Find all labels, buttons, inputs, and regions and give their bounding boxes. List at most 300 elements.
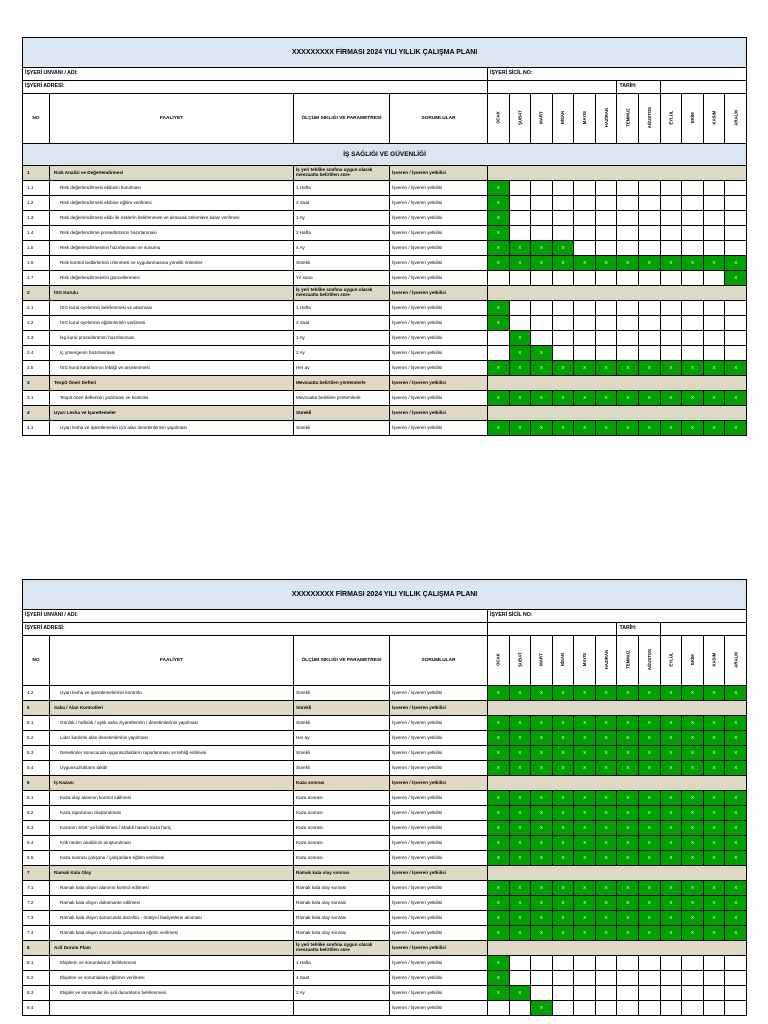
month-mark-cell: X xyxy=(682,836,704,851)
month-empty-cell xyxy=(595,346,617,361)
col-header-month xyxy=(682,636,704,686)
month-mark-cell: X xyxy=(703,821,725,836)
month-mark-cell: X xyxy=(660,791,682,806)
month-mark-cell: X xyxy=(552,911,574,926)
month-mark-cell: X xyxy=(660,686,682,701)
month-mark-cell: X xyxy=(725,881,747,896)
month-mark-cell: X xyxy=(682,791,704,806)
month-mark-cell: X xyxy=(488,986,510,1001)
month-mark-cell: X xyxy=(531,716,553,731)
row-no: 8.1 xyxy=(23,956,50,971)
col-header-month xyxy=(703,94,725,144)
month-mark-cell: X xyxy=(488,836,510,851)
registry-no-label: İŞYERİ SİCİL NO: xyxy=(488,610,747,623)
month-empty-cell xyxy=(617,971,639,986)
month-mark-cell: X xyxy=(660,926,682,941)
row-no: 5 xyxy=(23,701,50,716)
month-label: HAZİRAN xyxy=(603,108,609,128)
row-frequency: Kaza sonrası xyxy=(294,821,390,836)
row-responsible: İşveren / İşveren yetkilisi xyxy=(390,211,488,226)
row-responsible: İşveren / İşveren yetkilisi xyxy=(390,331,488,346)
row-responsible: İşveren / İşveren yetkilisi xyxy=(390,911,488,926)
row-frequency: Sürekli xyxy=(294,746,390,761)
month-mark-cell: X xyxy=(682,686,704,701)
month-mark-cell: X xyxy=(574,791,596,806)
row-frequency: Ramak kala olay sonrası xyxy=(294,926,390,941)
row-no: 8.4 xyxy=(23,1001,50,1016)
month-mark-cell: X xyxy=(639,851,661,866)
month-mark-cell: X xyxy=(488,226,510,241)
address-value xyxy=(488,81,617,94)
month-empty-cell xyxy=(703,181,725,196)
date-label: TARİH: xyxy=(617,623,660,636)
col-header-month xyxy=(639,636,661,686)
month-mark-cell: X xyxy=(639,716,661,731)
month-empty-cell xyxy=(639,1001,661,1016)
month-mark-cell: X xyxy=(531,686,553,701)
month-empty-cell xyxy=(531,226,553,241)
month-empty-cell xyxy=(595,271,617,286)
month-empty-cell xyxy=(531,211,553,226)
month-label: MAYIS xyxy=(581,111,587,125)
row-activity: Uygunsuzlukların takibi xyxy=(50,761,294,776)
month-empty-cell xyxy=(595,211,617,226)
row-responsible: İşveren / İşveren yetkilisi xyxy=(390,731,488,746)
row-responsible: İşveren / İşveren yetkilisi xyxy=(390,1001,488,1016)
month-label: MART xyxy=(538,653,544,667)
month-empty-cell xyxy=(595,971,617,986)
row-responsible: İşveren / İşveren yetkilisi xyxy=(390,346,488,361)
month-mark-cell: X xyxy=(617,731,639,746)
row-frequency: Sürekli xyxy=(294,421,390,436)
row-activity: Ramak kala olayın sonucunda çalışanlara eğitim verilmesi xyxy=(50,926,294,941)
month-mark-cell: X xyxy=(682,361,704,376)
row-responsible: İşveren / İşveren yetkilisi xyxy=(390,241,488,256)
row-responsible: İşveren / İşveren yetkilisi xyxy=(390,181,488,196)
row-frequency: 1 Hafta xyxy=(294,301,390,316)
month-mark-cell: X xyxy=(703,806,725,821)
month-empty-cell xyxy=(595,331,617,346)
row-no: 2.4 xyxy=(23,346,50,361)
month-mark-cell: X xyxy=(682,821,704,836)
month-label: TEMMUZ xyxy=(625,650,631,670)
month-mark-cell: X xyxy=(531,911,553,926)
month-mark-cell: X xyxy=(595,716,617,731)
month-mark-cell: X xyxy=(595,896,617,911)
month-empty-cell xyxy=(639,316,661,331)
col-header-month xyxy=(488,636,510,686)
month-mark-cell: X xyxy=(725,836,747,851)
month-mark-cell: X xyxy=(660,391,682,406)
month-empty-cell xyxy=(509,316,531,331)
row-activity: Günlük / haftalık / aylık saha ziyaretlerinin / denetimlerinin yapılması xyxy=(50,716,294,731)
row-no: 7.2 xyxy=(23,896,50,911)
month-mark-cell: X xyxy=(660,361,682,376)
month-mark-cell: X xyxy=(574,716,596,731)
month-mark-cell: X xyxy=(725,391,747,406)
row-frequency: 2 Hafta xyxy=(294,226,390,241)
month-mark-cell: X xyxy=(509,926,531,941)
table-row xyxy=(23,346,747,361)
row-no: 5.4 xyxy=(23,761,50,776)
row-no: 1 xyxy=(23,166,50,181)
month-label: OCAK xyxy=(495,653,501,667)
month-mark-cell: X xyxy=(531,256,553,271)
month-empty-cell xyxy=(531,181,553,196)
month-empty-cell xyxy=(639,971,661,986)
col-header-month xyxy=(660,636,682,686)
month-empty-cell xyxy=(703,271,725,286)
row-no: 7.1 xyxy=(23,881,50,896)
month-empty-cell xyxy=(682,986,704,1001)
row-activity: Kazanın SGK' ya bildirilmesi / Maddi hasarlı kaza hariç xyxy=(50,821,294,836)
row-activity: Uyarı levha ve işaretlemelerinin kontrolü xyxy=(50,686,294,701)
table-row xyxy=(23,791,747,806)
month-empty-cell xyxy=(703,331,725,346)
month-mark-cell: X xyxy=(660,716,682,731)
month-mark-cell: X xyxy=(682,911,704,926)
row-no: 7.4 xyxy=(23,926,50,941)
month-empty-cell xyxy=(660,241,682,256)
month-mark-cell: X xyxy=(639,761,661,776)
month-mark-cell: X xyxy=(509,836,531,851)
plan-sheet-page-1 xyxy=(22,37,746,436)
month-mark-cell: X xyxy=(531,731,553,746)
month-empty-cell xyxy=(531,316,553,331)
month-mark-cell: X xyxy=(725,421,747,436)
month-mark-cell: X xyxy=(531,346,553,361)
month-mark-cell: X xyxy=(617,851,639,866)
month-mark-cell: X xyxy=(531,851,553,866)
month-mark-cell: X xyxy=(595,881,617,896)
row-frequency: Kaza sonrası xyxy=(294,851,390,866)
table-row xyxy=(23,926,747,941)
month-empty-cell xyxy=(725,226,747,241)
month-mark-cell: X xyxy=(488,301,510,316)
month-mark-cell: X xyxy=(617,881,639,896)
row-frequency: Kaza sonrası xyxy=(294,806,390,821)
month-mark-cell: X xyxy=(617,836,639,851)
month-mark-cell: X xyxy=(617,686,639,701)
month-mark-cell: X xyxy=(509,331,531,346)
month-mark-cell: X xyxy=(509,716,531,731)
month-empty-cell xyxy=(660,986,682,1001)
month-mark-cell: X xyxy=(682,716,704,731)
month-empty-cell xyxy=(703,301,725,316)
row-frequency: Mevzuatta belirtilen yöntemlerle xyxy=(294,391,390,406)
month-empty-cell xyxy=(488,346,510,361)
month-mark-cell: X xyxy=(488,911,510,926)
month-mark-cell: X xyxy=(703,256,725,271)
month-empty-cell xyxy=(574,331,596,346)
month-mark-cell: X xyxy=(574,911,596,926)
row-frequency: Ramak kala olay sonrası xyxy=(294,881,390,896)
month-mark-cell: X xyxy=(725,896,747,911)
table-row xyxy=(23,761,747,776)
table-row xyxy=(23,686,747,701)
month-mark-cell: X xyxy=(660,806,682,821)
row-responsible: İşveren / İşveren yetkilisi xyxy=(390,926,488,941)
row-no: 1.3 xyxy=(23,211,50,226)
month-empty-cell xyxy=(725,331,747,346)
month-mark-cell: X xyxy=(725,271,747,286)
month-mark-cell: X xyxy=(509,346,531,361)
month-label: KASIM xyxy=(711,111,717,125)
month-empty-cell xyxy=(660,301,682,316)
row-no: 6.1 xyxy=(23,791,50,806)
month-mark-cell: X xyxy=(552,836,574,851)
month-mark-cell: X xyxy=(660,256,682,271)
table-row xyxy=(23,196,747,211)
month-mark-cell: X xyxy=(682,391,704,406)
row-no: 2.3 xyxy=(23,331,50,346)
month-mark-cell: X xyxy=(488,716,510,731)
month-empty-cell xyxy=(531,196,553,211)
month-mark-cell: X xyxy=(595,761,617,776)
month-mark-cell: X xyxy=(639,881,661,896)
month-empty-cell xyxy=(725,346,747,361)
table-row xyxy=(23,421,747,436)
month-empty-cell xyxy=(509,971,531,986)
month-label: KASIM xyxy=(711,653,717,667)
month-mark-cell: X xyxy=(682,421,704,436)
month-mark-cell: X xyxy=(488,896,510,911)
month-mark-cell: X xyxy=(595,791,617,806)
row-frequency: Kaza sonrası xyxy=(294,836,390,851)
col-header-frequency: ÖLÇÜM SIKLIĞI VE PARAMETRESİ xyxy=(294,636,390,686)
row-responsible: İşveren / İşveren yetkilisi xyxy=(390,896,488,911)
row-frequency: 2 Saat xyxy=(294,316,390,331)
row-responsible: İşveren / İşveren yetkilisi xyxy=(390,301,488,316)
month-mark-cell: X xyxy=(595,911,617,926)
category-row xyxy=(23,776,747,791)
col-header-month xyxy=(682,94,704,144)
month-empty-cell xyxy=(617,241,639,256)
month-mark-cell: X xyxy=(617,821,639,836)
row-frequency: Sürekli xyxy=(294,686,390,701)
month-mark-cell: X xyxy=(574,391,596,406)
col-header-month xyxy=(617,636,639,686)
table-row xyxy=(23,851,747,866)
month-mark-cell: X xyxy=(703,421,725,436)
month-mark-cell: X xyxy=(488,256,510,271)
month-mark-cell: X xyxy=(725,746,747,761)
month-mark-cell: X xyxy=(617,761,639,776)
date-label: TARİH: xyxy=(617,81,660,94)
month-mark-cell: X xyxy=(703,716,725,731)
month-empty-cell xyxy=(660,226,682,241)
month-empty-cell xyxy=(574,226,596,241)
month-mark-cell: X xyxy=(595,731,617,746)
row-frequency: İş yeri tehlike sınıfına uygun olarak mevzuatta belirtilen süre xyxy=(294,941,390,956)
category-row xyxy=(23,286,747,301)
month-mark-cell: X xyxy=(682,926,704,941)
month-empty-cell xyxy=(595,181,617,196)
month-empty-cell xyxy=(639,346,661,361)
row-no: 3 xyxy=(23,376,50,391)
month-empty-cell xyxy=(617,956,639,971)
month-mark-cell: X xyxy=(552,731,574,746)
month-empty-cell xyxy=(617,196,639,211)
month-empty-cell xyxy=(682,346,704,361)
row-frequency: 2 Saat xyxy=(294,196,390,211)
month-empty-cell xyxy=(725,986,747,1001)
plan-title: XXXXXXXXX FİRMASI 2024 YILI YILLIK ÇALIŞMA PLANI xyxy=(23,580,747,610)
month-mark-cell: X xyxy=(488,731,510,746)
month-mark-cell: X xyxy=(552,761,574,776)
month-mark-cell: X xyxy=(574,836,596,851)
plan-sheet-page-2 xyxy=(22,579,746,1016)
row-activity: İsg kurul prosedürünün hazırlanması xyxy=(50,331,294,346)
month-label: HAZİRAN xyxy=(603,650,609,670)
row-frequency: Kaza sonrası xyxy=(294,776,390,791)
row-responsible: İşveren / İşveren yetkilisi xyxy=(390,316,488,331)
month-mark-cell: X xyxy=(552,746,574,761)
month-mark-cell: X xyxy=(552,241,574,256)
month-label: NİSAN xyxy=(560,653,566,667)
month-label: EKİM xyxy=(689,112,695,124)
month-empty-cell xyxy=(531,971,553,986)
date-value xyxy=(660,623,746,636)
work-plan-table xyxy=(22,579,747,1016)
month-empty-cell xyxy=(725,1001,747,1016)
month-empty-cell xyxy=(639,181,661,196)
month-empty-cell xyxy=(531,331,553,346)
month-mark-cell: X xyxy=(660,761,682,776)
month-mark-cell: X xyxy=(509,896,531,911)
row-no: 2.1 xyxy=(23,301,50,316)
row-no: 7.3 xyxy=(23,911,50,926)
month-mark-cell: X xyxy=(639,821,661,836)
month-mark-cell: X xyxy=(617,716,639,731)
month-mark-cell: X xyxy=(488,971,510,986)
category-months-blank xyxy=(488,866,747,881)
month-mark-cell: X xyxy=(595,926,617,941)
month-mark-cell: X xyxy=(488,391,510,406)
month-mark-cell: X xyxy=(703,391,725,406)
row-frequency: Ramak kala olay sonrası xyxy=(294,896,390,911)
row-activity: İSG kurul kararlarının tebliği ve arşivlenmesi xyxy=(50,361,294,376)
month-mark-cell: X xyxy=(531,1001,553,1016)
month-mark-cell: X xyxy=(639,256,661,271)
row-responsible: İşveren / İşveren yetkilisi xyxy=(390,971,488,986)
table-row xyxy=(23,911,747,926)
month-mark-cell: X xyxy=(595,821,617,836)
row-no: 2.2 xyxy=(23,316,50,331)
month-mark-cell: X xyxy=(703,911,725,926)
row-no: 4 xyxy=(23,406,50,421)
month-mark-cell: X xyxy=(617,896,639,911)
month-empty-cell xyxy=(682,196,704,211)
month-empty-cell xyxy=(660,181,682,196)
month-empty-cell xyxy=(703,196,725,211)
month-mark-cell: X xyxy=(617,391,639,406)
month-mark-cell: X xyxy=(639,361,661,376)
table-row xyxy=(23,361,747,376)
month-empty-cell xyxy=(682,241,704,256)
month-empty-cell xyxy=(552,971,574,986)
month-mark-cell: X xyxy=(531,896,553,911)
month-mark-cell: X xyxy=(552,686,574,701)
month-mark-cell: X xyxy=(639,391,661,406)
row-activity: Saha / Alan Kontrolleri xyxy=(50,701,294,716)
month-mark-cell: X xyxy=(725,911,747,926)
col-header-month xyxy=(617,94,639,144)
month-empty-cell xyxy=(660,346,682,361)
month-mark-cell: X xyxy=(660,731,682,746)
month-empty-cell xyxy=(617,316,639,331)
row-no: 6.2 xyxy=(23,806,50,821)
row-frequency: Sürekli xyxy=(294,701,390,716)
month-empty-cell xyxy=(682,181,704,196)
month-mark-cell: X xyxy=(682,746,704,761)
month-label: AĞUSTOS xyxy=(647,649,653,671)
month-mark-cell: X xyxy=(509,806,531,821)
row-activity: Acil Durum Planı xyxy=(50,941,294,956)
month-mark-cell: X xyxy=(725,716,747,731)
month-mark-cell: X xyxy=(531,391,553,406)
month-mark-cell: X xyxy=(488,761,510,776)
row-responsible: İşveren / İşveren yetkilisi xyxy=(390,806,488,821)
row-responsible: İşveren / İşveren yetkilisi xyxy=(390,196,488,211)
month-empty-cell xyxy=(488,1001,510,1016)
month-empty-cell xyxy=(725,971,747,986)
category-months-blank xyxy=(488,701,747,716)
month-empty-cell xyxy=(574,346,596,361)
month-empty-cell xyxy=(574,971,596,986)
category-months-blank xyxy=(488,166,747,181)
month-mark-cell: X xyxy=(574,421,596,436)
month-empty-cell xyxy=(617,226,639,241)
month-mark-cell: X xyxy=(639,896,661,911)
month-mark-cell: X xyxy=(725,731,747,746)
row-activity: Ekiplerin ve sorumluların belirlenmesi xyxy=(50,956,294,971)
month-empty-cell xyxy=(509,301,531,316)
month-mark-cell: X xyxy=(488,421,510,436)
table-row xyxy=(23,301,747,316)
row-no: 1.4 xyxy=(23,226,50,241)
col-header-month xyxy=(574,636,596,686)
row-responsible: İşveren / İşveren yetkilisi xyxy=(390,271,488,286)
month-mark-cell: X xyxy=(617,926,639,941)
month-mark-cell: X xyxy=(725,821,747,836)
month-mark-cell: X xyxy=(509,791,531,806)
month-empty-cell xyxy=(660,196,682,211)
month-empty-cell xyxy=(682,1001,704,1016)
work-plan-table xyxy=(22,37,747,436)
col-header-month xyxy=(531,94,553,144)
col-header-month xyxy=(703,636,725,686)
row-frequency: 1 Ay xyxy=(294,331,390,346)
row-activity: Uyarı levha ve işaretlemeleri için alan denetimlerinin yapılması xyxy=(50,421,294,436)
row-frequency: Sürekli xyxy=(294,761,390,776)
row-no: 4.2 xyxy=(23,686,50,701)
month-mark-cell: X xyxy=(531,791,553,806)
row-no: 5.1 xyxy=(23,716,50,731)
month-empty-cell xyxy=(703,986,725,1001)
month-mark-cell: X xyxy=(725,686,747,701)
month-mark-cell: X xyxy=(531,241,553,256)
row-activity xyxy=(50,1001,294,1016)
month-empty-cell xyxy=(595,226,617,241)
month-mark-cell: X xyxy=(488,956,510,971)
month-label: EYLÜL xyxy=(668,110,674,126)
month-mark-cell: X xyxy=(703,731,725,746)
row-no: 8.3 xyxy=(23,986,50,1001)
month-empty-cell xyxy=(509,196,531,211)
registry-no-label: İŞYERİ SİCİL NO: xyxy=(488,68,747,81)
month-mark-cell: X xyxy=(617,421,639,436)
